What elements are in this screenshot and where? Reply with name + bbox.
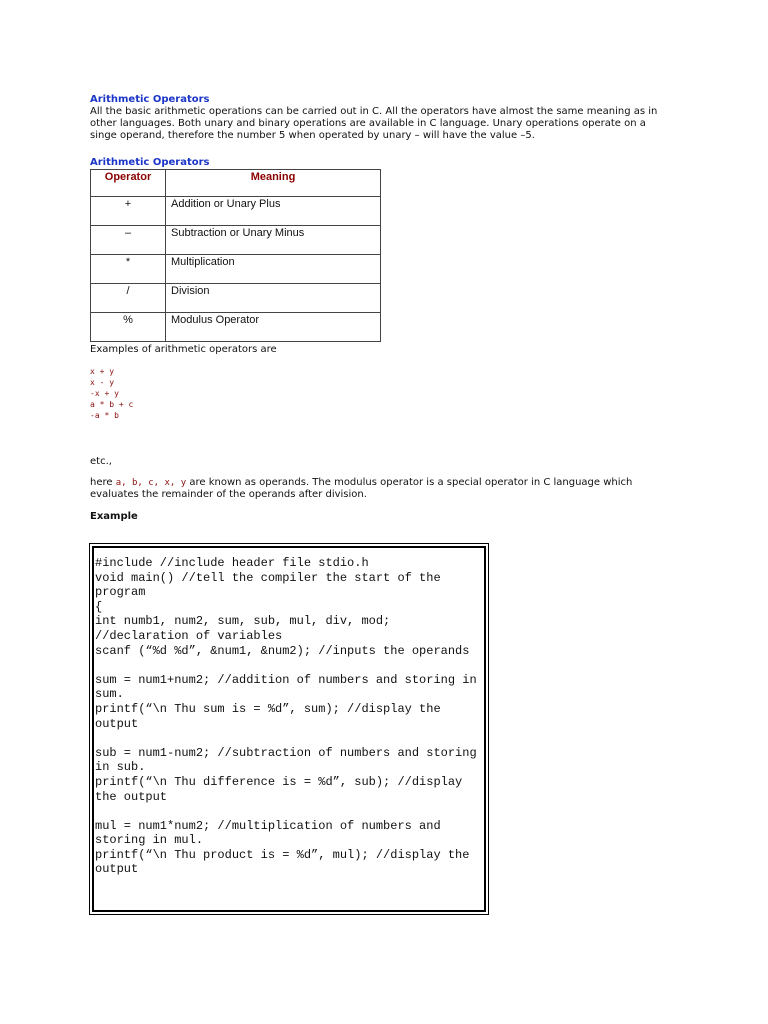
- intro-paragraph: All the basic arithmetic operations can be carried out in C. All the operators have almost the same meaning as in other languages. Both unary and binary operations are available in C language. Unary operations operate on a singe operand, therefore the number 5 when operated by unary – will have the value –5.: [90, 106, 658, 141]
- meaning-cell: Subtraction or Unary Minus: [166, 226, 381, 255]
- operator-cell: +: [91, 197, 166, 226]
- operands-prefix: here: [90, 477, 113, 488]
- operand-variables: a, b, c, x, y: [115, 478, 187, 488]
- table-row: [91, 197, 381, 226]
- header-operator: Operator: [91, 170, 166, 197]
- meaning-cell: Modulus Operator: [166, 313, 381, 342]
- code-listing: #include //include header file stdio.h void main() //tell the compiler the start of the program { int numb1, num2, sum, sub, mul, div, mod; //declaration of variables scanf (“%d %d”, &num1, &num2); //inputs the operands sum = num1+num2; //addition of numbers and storing in sum. printf(“\n Thu sum is = %d”, sum); //display the output sub = num1-num2; //subtraction of numbers and storing in sub. printf(“\n Thu difference is = %d”, sub); //display the output mul = num1*num2; //multiplication of numbers and storing in mul. printf(“\n Thu product is = %d”, mul); //display the output: [95, 556, 477, 877]
- operator-cell: %: [91, 313, 166, 342]
- operator-cell: /: [91, 284, 166, 313]
- example-expression: -a * b: [90, 411, 119, 420]
- meaning-cell: Division: [166, 284, 381, 313]
- example-expression: -x + y: [90, 389, 119, 398]
- meaning-cell: Multiplication: [166, 255, 381, 284]
- operator-cell: –: [91, 226, 166, 255]
- examples-list: [90, 366, 670, 421]
- operands-paragraph: [90, 477, 670, 501]
- table-row: [91, 284, 381, 313]
- operator-cell: *: [91, 255, 166, 284]
- example-expression: a * b + c: [90, 400, 134, 409]
- operands-suffix: are known as operands. The modulus operator is a special operator in C language which evaluates the remainder of the operands after division.: [90, 477, 633, 500]
- section-heading: Arithmetic Operators: [90, 94, 210, 105]
- document-body: [90, 94, 670, 523]
- table-row: [91, 313, 381, 342]
- code-box: [89, 543, 489, 915]
- table-row: [91, 226, 381, 255]
- example-expression: x - y: [90, 378, 115, 387]
- example-expression: x + y: [90, 367, 115, 376]
- operators-table: [90, 169, 381, 342]
- example-heading: Example: [90, 511, 138, 522]
- etc-text: etc.,: [90, 456, 112, 467]
- code-frame: [92, 546, 486, 912]
- meaning-cell: Addition or Unary Plus: [166, 197, 381, 226]
- table-header-row: [91, 170, 381, 197]
- header-meaning: Meaning: [166, 170, 381, 197]
- table-row: [91, 255, 381, 284]
- table-title: Arithmetic Operators: [90, 157, 210, 168]
- examples-label: Examples of arithmetic operators are: [90, 344, 277, 355]
